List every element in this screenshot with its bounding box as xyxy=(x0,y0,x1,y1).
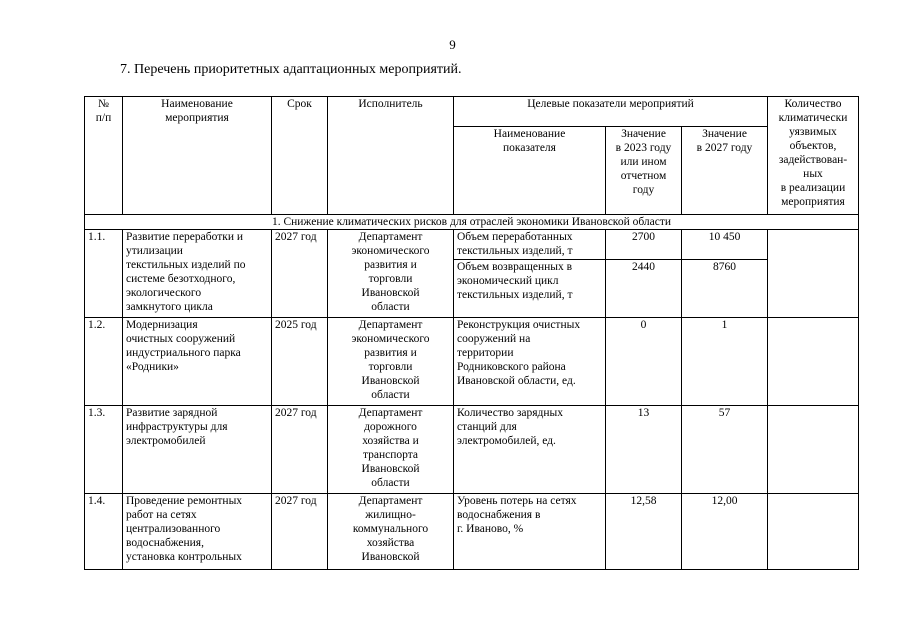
header-count-line: задействован- xyxy=(778,154,848,166)
row-indicator-line: Уровень потерь на сетях xyxy=(457,495,577,507)
row-indicator-line: текстильных изделий, т xyxy=(457,245,573,257)
header-count-line: мероприятия xyxy=(781,196,845,208)
header-value-2023-line: году xyxy=(632,184,655,196)
header-term: Срок xyxy=(272,97,328,215)
table-row xyxy=(85,230,859,260)
header-value-2023-line: в 2023 году xyxy=(615,142,672,154)
row-name-line: водоснабжения, xyxy=(126,537,204,549)
row-executor-line: Департамент xyxy=(358,231,423,243)
header-value-2023-line: отчетном xyxy=(620,170,667,182)
row-name xyxy=(123,406,272,494)
row-name-line: Модернизация xyxy=(126,319,198,331)
row-executor-line: развития и xyxy=(364,259,417,271)
row-indicator-line: электромобилей, ед. xyxy=(457,435,556,447)
row-name-line: электромобилей xyxy=(126,435,206,447)
row-name-line: Развитие переработки и xyxy=(126,231,243,243)
row-value-2023: 0 xyxy=(606,318,682,406)
header-targets: Целевые показатели мероприятий xyxy=(454,97,768,127)
row-name-line: экологического xyxy=(126,287,202,299)
header-indicator-name xyxy=(454,127,606,215)
row-executor xyxy=(328,318,454,406)
header-value-2027-line: Значение xyxy=(702,128,747,140)
row-executor-line: транспорта xyxy=(362,449,419,461)
row-value-2027: 1 xyxy=(682,318,768,406)
row-name-line: системе безотходного, xyxy=(126,273,236,285)
row-indicator-line: Объем переработанных xyxy=(457,231,573,243)
row-executor-line: жилищно- xyxy=(365,509,416,521)
measures-table xyxy=(84,96,859,570)
row-name-line: работ на сетях xyxy=(126,509,197,521)
row-name xyxy=(123,318,272,406)
header-name-line: мероприятия xyxy=(165,112,229,124)
header-name-line: Наименование xyxy=(161,98,233,110)
header-count-line: объектов, xyxy=(789,140,837,152)
row-value-2027: 8760 xyxy=(682,260,768,318)
row-executor-line: Ивановской xyxy=(361,287,420,299)
row-name-line: «Родники» xyxy=(126,361,179,373)
row-value-2027: 57 xyxy=(682,406,768,494)
header-value-2027 xyxy=(682,127,768,215)
row-value-2023: 2440 xyxy=(606,260,682,318)
row-name-line: текстильных изделий по xyxy=(126,259,246,271)
row-name-line: установка контрольных xyxy=(126,551,242,563)
row-indicator-line: водоснабжения в xyxy=(457,509,541,521)
row-executor-line: экономического xyxy=(351,245,430,257)
row-name-line: инфраструктуры для xyxy=(126,421,228,433)
row-executor-line: Ивановской xyxy=(361,463,420,475)
row-indicator xyxy=(454,260,606,318)
section-title: 7. Перечень приоритетных адаптационных мероприятий. xyxy=(120,62,462,77)
header-value-2023-line: Значение xyxy=(621,128,666,140)
header-count xyxy=(768,97,859,215)
row-term: 2027 год xyxy=(272,494,328,570)
row-executor-line: коммунального xyxy=(352,523,429,535)
row-executor xyxy=(328,230,454,318)
row-name-line: индустриального парка xyxy=(126,347,241,359)
header-executor: Исполнитель xyxy=(328,97,454,215)
row-num: 1.2. xyxy=(85,318,123,406)
header-indicator-line: Наименование xyxy=(493,128,566,140)
row-executor-line: области xyxy=(371,477,410,489)
row-indicator-line: Родниковского района xyxy=(457,361,566,373)
row-value-2023: 2700 xyxy=(606,230,682,260)
header-count-line: ных xyxy=(803,168,823,180)
header-count-line: Количество xyxy=(784,98,842,110)
row-name-line: централизованного xyxy=(126,523,221,535)
row-executor-line: дорожного xyxy=(364,421,417,433)
row-indicator-line: Объем возвращенных в xyxy=(457,261,573,273)
row-num: 1.3. xyxy=(85,406,123,494)
row-value-2023: 13 xyxy=(606,406,682,494)
row-count xyxy=(768,230,859,318)
row-indicator-line: г. Иваново, % xyxy=(457,523,524,535)
header-count-line: в реализации xyxy=(780,182,846,194)
header-value-2027-line: в 2027 году xyxy=(696,142,753,154)
row-executor xyxy=(328,406,454,494)
table-row xyxy=(85,494,859,570)
row-name xyxy=(123,494,272,570)
row-indicator-line: Количество зарядных xyxy=(457,407,564,419)
row-indicator-line: текстильных изделий, т xyxy=(457,289,573,301)
row-indicator-line: Реконструкция очистных xyxy=(457,319,581,331)
row-indicator xyxy=(454,406,606,494)
row-num: 1.1. xyxy=(85,230,123,318)
row-executor-line: Департамент xyxy=(358,495,423,507)
row-executor-line: торговли xyxy=(368,361,413,373)
header-num-line: п/п xyxy=(95,112,112,124)
row-name-line: утилизации xyxy=(126,245,183,257)
row-indicator-line: сооружений на xyxy=(457,333,531,345)
row-count xyxy=(768,318,859,406)
row-value-2023: 12,58 xyxy=(606,494,682,570)
row-name xyxy=(123,230,272,318)
table-row xyxy=(85,406,859,494)
row-executor-line: области xyxy=(371,389,410,401)
row-indicator-line: Ивановской области, ед. xyxy=(457,375,576,387)
header-count-line: уязвимых xyxy=(789,126,837,138)
row-name-line: Развитие зарядной xyxy=(126,407,218,419)
section-1-title: 1. Снижение климатических рисков для отраслей экономики Ивановской области xyxy=(85,215,859,230)
row-name-line: замкнутого цикла xyxy=(126,301,213,313)
row-indicator xyxy=(454,318,606,406)
row-executor-line: экономического xyxy=(351,333,430,345)
row-executor-line: хозяйства и xyxy=(362,435,419,447)
row-term: 2027 год xyxy=(272,406,328,494)
row-executor-line: области xyxy=(371,301,410,313)
header-name xyxy=(123,97,272,215)
row-count xyxy=(768,494,859,570)
row-term: 2025 год xyxy=(272,318,328,406)
row-value-2027: 10 450 xyxy=(682,230,768,260)
row-indicator-line: экономический цикл xyxy=(457,275,559,287)
table-row xyxy=(85,318,859,406)
row-executor xyxy=(328,494,454,570)
header-count-line: климатически xyxy=(778,112,848,124)
row-executor-line: Департамент xyxy=(358,319,423,331)
page-number: 9 xyxy=(449,37,456,52)
row-executor-line: развития и xyxy=(364,347,417,359)
header-indicator-line: показателя xyxy=(503,142,556,154)
row-name-line: Проведение ремонтных xyxy=(126,495,243,507)
header-value-2023 xyxy=(606,127,682,215)
row-value-2027: 12,00 xyxy=(682,494,768,570)
header-num xyxy=(85,97,123,215)
row-indicator xyxy=(454,230,606,260)
header-num-line: № xyxy=(98,98,109,110)
row-term: 2027 год xyxy=(272,230,328,318)
header-value-2023-line: или ином xyxy=(620,156,667,168)
row-indicator-line: территории xyxy=(457,347,514,359)
row-executor-line: хозяйства xyxy=(366,537,415,549)
row-num: 1.4. xyxy=(85,494,123,570)
section-row xyxy=(85,215,859,230)
row-indicator xyxy=(454,494,606,570)
row-executor-line: торговли xyxy=(368,273,413,285)
row-count xyxy=(768,406,859,494)
row-executor-line: Ивановской xyxy=(361,551,420,563)
header-row-1 xyxy=(85,97,859,127)
row-name-line: очистных сооружений xyxy=(126,333,236,345)
row-indicator-line: станций для xyxy=(457,421,517,433)
row-executor-line: Департамент xyxy=(358,407,423,419)
row-executor-line: Ивановской xyxy=(361,375,420,387)
